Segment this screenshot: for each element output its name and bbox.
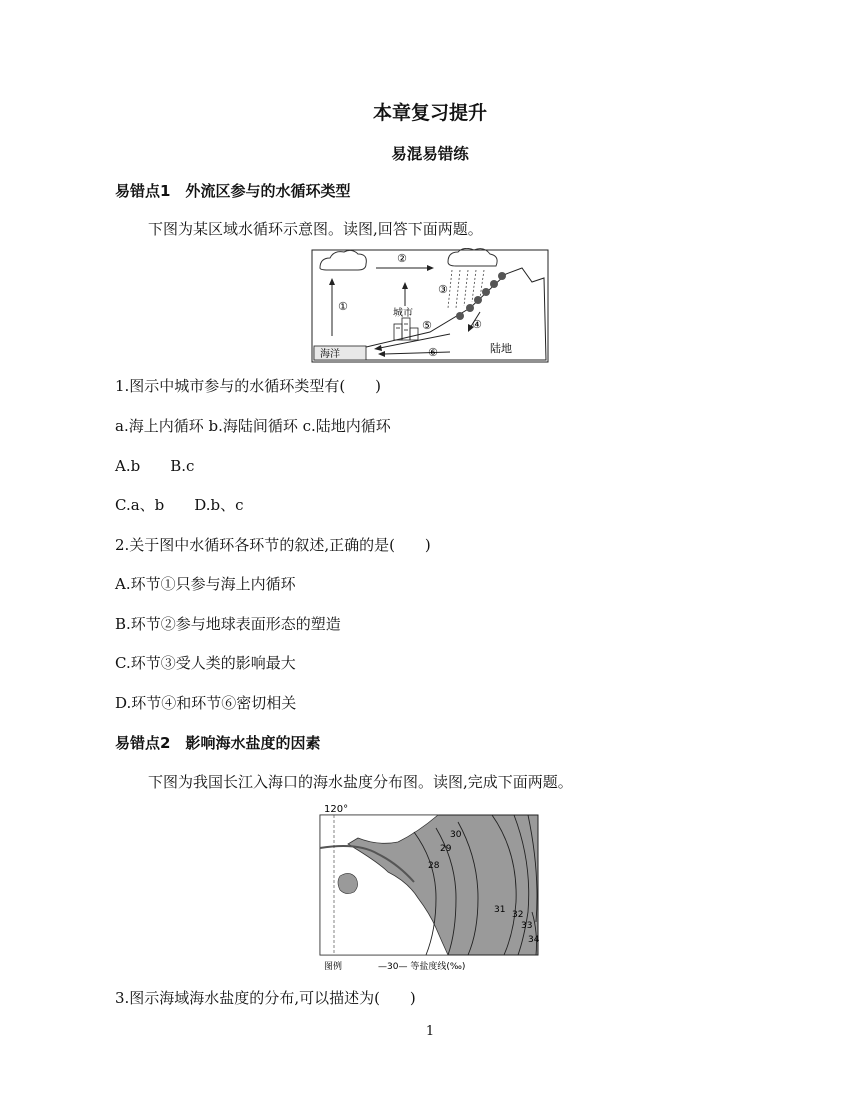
lake-island	[338, 873, 358, 893]
longitude-label: 120°	[324, 804, 349, 815]
label-n2: ②	[397, 252, 407, 265]
q2-choice-a: A.环节①只参与海上内循环	[115, 575, 296, 593]
label-n3: ③	[438, 283, 448, 296]
label-city: 城市	[393, 308, 413, 319]
isohaline-label-28: 28	[428, 861, 440, 871]
page-number: 1	[425, 1024, 435, 1039]
city-buildings-icon	[394, 318, 418, 340]
section1-heading: 易错点1 外流区参与的水循环类型	[115, 182, 351, 200]
q1-options-line: a.海上内循环 b.海陆间循环 c.陆地内循环	[115, 417, 391, 435]
q2-stem: 2.关于图中水循环各环节的叙述,正确的是( )	[115, 536, 431, 554]
label-n5: ⑤	[422, 319, 432, 332]
label-n4: ④	[472, 318, 482, 331]
isohaline-label-29: 29	[440, 844, 452, 854]
q2-choice-d: D.环节④和环节⑥密切相关	[115, 694, 297, 712]
isohaline-label-31: 31	[494, 905, 506, 915]
isohaline-label-30: 30	[450, 830, 462, 840]
salinity-map-figure	[318, 802, 542, 974]
label-n6: ⑥	[428, 346, 438, 359]
q2-choice-b: B.环节②参与地球表面形态的塑造	[115, 615, 341, 633]
q1-stem: 1.图示中城市参与的水循环类型有( )	[115, 377, 382, 395]
label-ocean: 海洋	[320, 349, 340, 360]
isohaline-label-32: 32	[512, 910, 524, 920]
page-subtitle: 易混易错练	[391, 145, 469, 163]
label-land: 陆地	[490, 342, 512, 355]
section2-intro: 下图为我国长江入海口的海水盐度分布图。读图,完成下面两题。	[148, 773, 573, 791]
q3-stem: 3.图示海域海水盐度的分布,可以描述为( )	[115, 989, 416, 1007]
section1-intro: 下图为某区域水循环示意图。读图,回答下面两题。	[148, 220, 483, 238]
legend-text: —30— 等盐度线(‰)	[378, 962, 466, 972]
trees-icon	[456, 272, 506, 320]
isohaline-label-34: 34	[528, 935, 540, 945]
cloud-left-icon	[320, 250, 366, 270]
section2-heading: 易错点2 影响海水盐度的因素	[115, 734, 321, 752]
q2-choice-c: C.环节③受人类的影响最大	[115, 654, 296, 672]
isohaline-label-33: 33	[521, 921, 533, 931]
legend-label: 图例	[324, 962, 343, 972]
label-n1: ①	[338, 300, 348, 313]
arrow-groundwater	[384, 352, 450, 354]
cloud-right-icon	[448, 248, 497, 266]
water-cycle-figure	[310, 248, 550, 364]
q1-choices-row2: C.a、b D.b、c	[115, 496, 244, 514]
page-title: 本章复习提升	[372, 102, 487, 124]
q1-choices-row1: A.b B.c	[115, 457, 195, 475]
